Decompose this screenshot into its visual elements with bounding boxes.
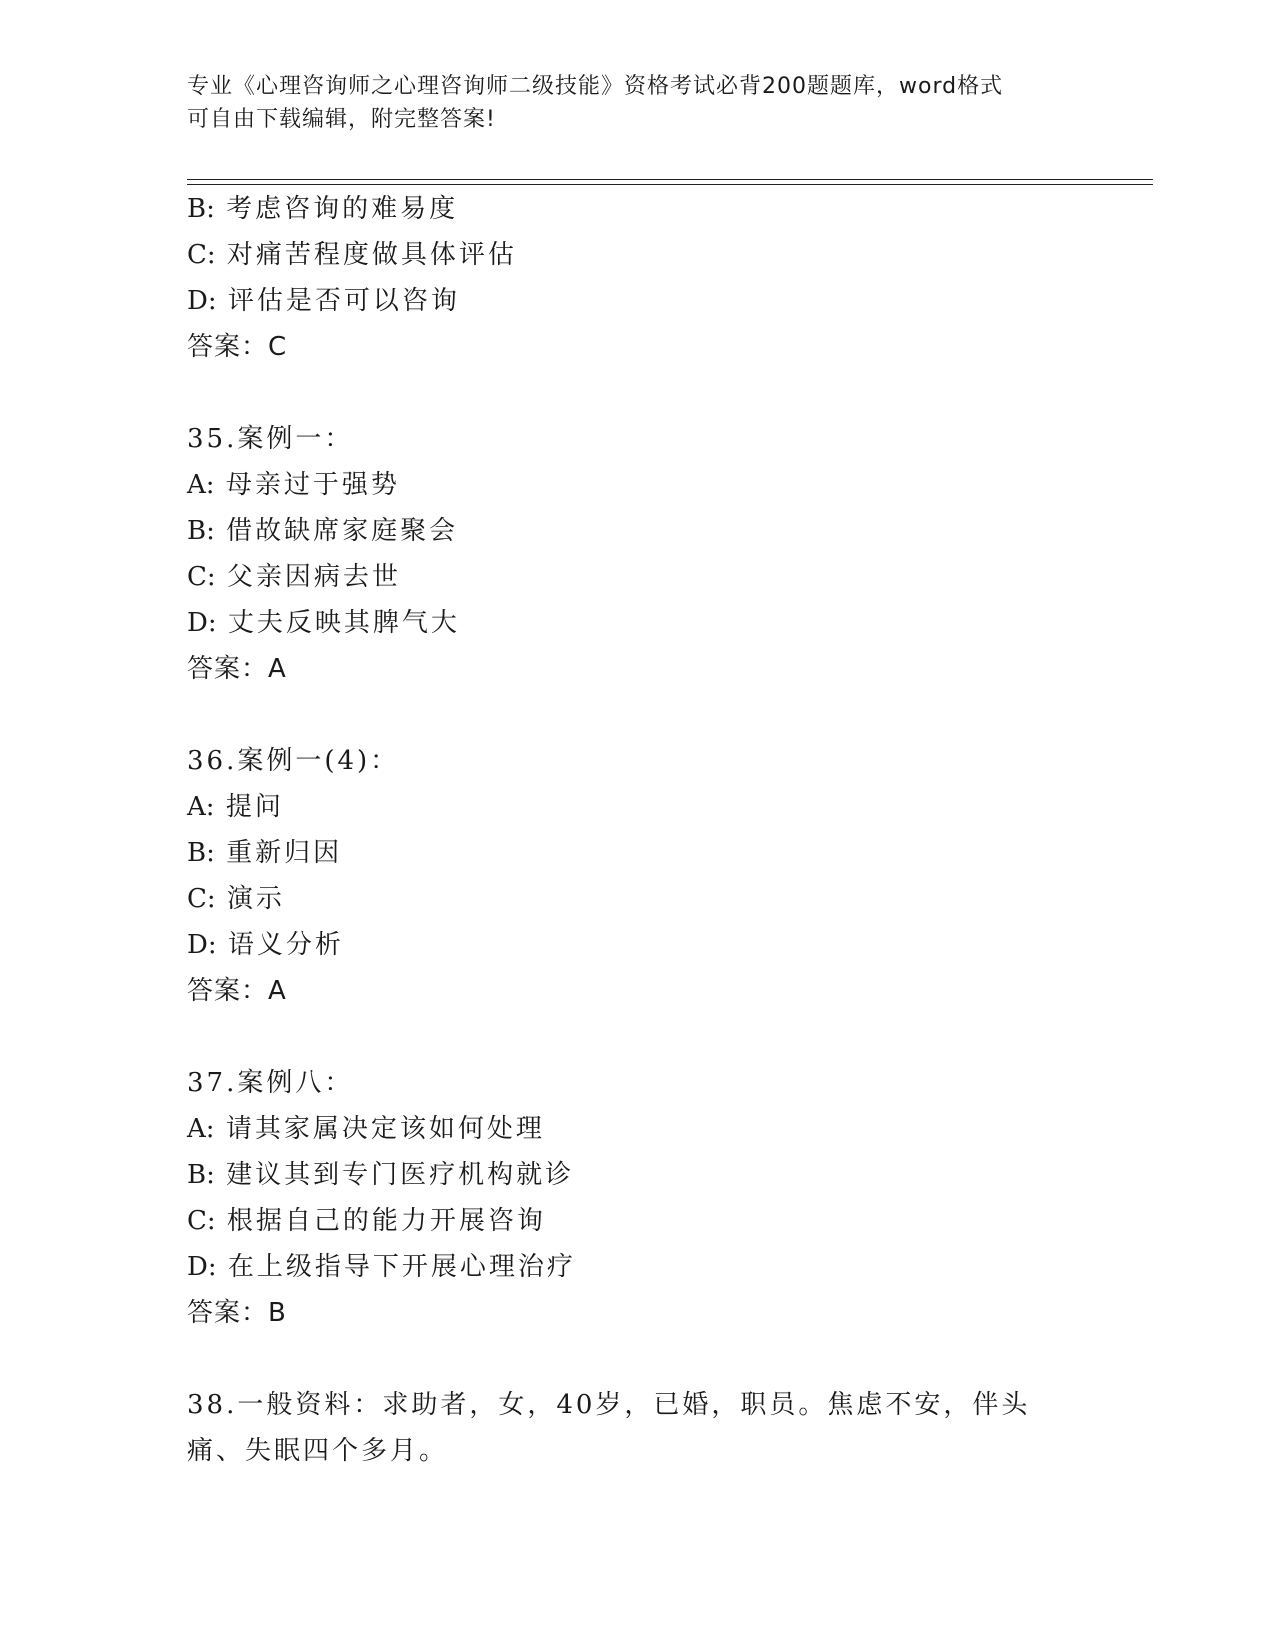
option-row <box>187 554 1087 600</box>
option-text: 丈夫反映其脾气大 <box>227 608 460 638</box>
option-letter: C: <box>187 240 216 270</box>
option-text: 根据自己的能力开展咨询 <box>226 1206 546 1236</box>
question-37 <box>187 1060 1087 1336</box>
answer-line: 答案：B <box>187 1298 287 1328</box>
option-text: 在上级指导下开展心理治疗 <box>227 1252 576 1282</box>
option-text: 对痛苦程度做具体评估 <box>226 240 517 270</box>
option-letter: D: <box>187 930 217 960</box>
option-letter: D: <box>187 286 217 316</box>
question-stem: 38.一般资料：求助者，女，40岁，已婚，职员。焦虑不安，伴头痛、失眠四个多月。 <box>187 1390 1031 1466</box>
question-stem: 35.案例一： <box>187 424 354 454</box>
question-list <box>187 186 1087 1474</box>
option-letter: D: <box>187 608 217 638</box>
option-row <box>187 1244 1087 1290</box>
spacer <box>187 1336 1087 1382</box>
option-letter: A: <box>187 792 215 822</box>
option-text: 建议其到专门医疗机构就诊 <box>226 1160 575 1190</box>
option-row <box>187 1106 1087 1152</box>
option-text: 提问 <box>225 792 284 822</box>
spacer <box>187 1014 1087 1060</box>
header-divider-bottom <box>187 184 1153 185</box>
option-row <box>187 830 1087 876</box>
option-letter: B: <box>187 516 215 546</box>
option-row <box>187 876 1087 922</box>
question-stem: 36.案例一(4)： <box>187 746 400 776</box>
answer-line: 答案：A <box>187 654 287 684</box>
answer-line: 答案：A <box>187 976 287 1006</box>
option-text: 借故缺席家庭聚会 <box>226 516 459 546</box>
option-letter: A: <box>187 1114 215 1144</box>
option-letter: A: <box>187 470 215 500</box>
option-text: 母亲过于强势 <box>225 470 400 500</box>
document-header <box>187 70 1087 136</box>
header-title-line-2: 可自由下载编辑，附完整答案! <box>187 107 496 132</box>
option-text: 语义分析 <box>227 930 344 960</box>
option-row <box>187 462 1087 508</box>
option-letter: B: <box>187 194 215 224</box>
option-text: 评估是否可以咨询 <box>227 286 460 316</box>
option-text: 父亲因病去世 <box>226 562 401 592</box>
question-35 <box>187 416 1087 692</box>
option-row <box>187 1198 1087 1244</box>
header-divider-top <box>187 179 1153 180</box>
option-row <box>187 508 1087 554</box>
spacer <box>187 370 1087 416</box>
option-text: 演示 <box>226 884 285 914</box>
option-row <box>187 186 1087 232</box>
spacer <box>187 692 1087 738</box>
option-row <box>187 1152 1087 1198</box>
option-letter: C: <box>187 1206 216 1236</box>
option-text: 请其家属决定该如何处理 <box>225 1114 545 1144</box>
option-row <box>187 600 1087 646</box>
option-letter: B: <box>187 838 215 868</box>
question-stem: 37.案例八： <box>187 1068 354 1098</box>
option-row <box>187 784 1087 830</box>
option-letter: C: <box>187 884 216 914</box>
answer-line: 答案：C <box>187 332 288 362</box>
question-36 <box>187 738 1087 1014</box>
question-34-continued <box>187 186 1087 370</box>
question-38 <box>187 1382 1087 1474</box>
option-row <box>187 278 1087 324</box>
option-row <box>187 922 1087 968</box>
option-letter: B: <box>187 1160 215 1190</box>
header-title-line-1: 专业《心理咨询师之心理咨询师二级技能》资格考试必背200题题库，word格式 <box>187 74 1004 99</box>
option-text: 考虑咨询的难易度 <box>226 194 459 224</box>
option-text: 重新归因 <box>226 838 343 868</box>
option-row <box>187 232 1087 278</box>
option-letter: D: <box>187 1252 217 1282</box>
option-letter: C: <box>187 562 216 592</box>
